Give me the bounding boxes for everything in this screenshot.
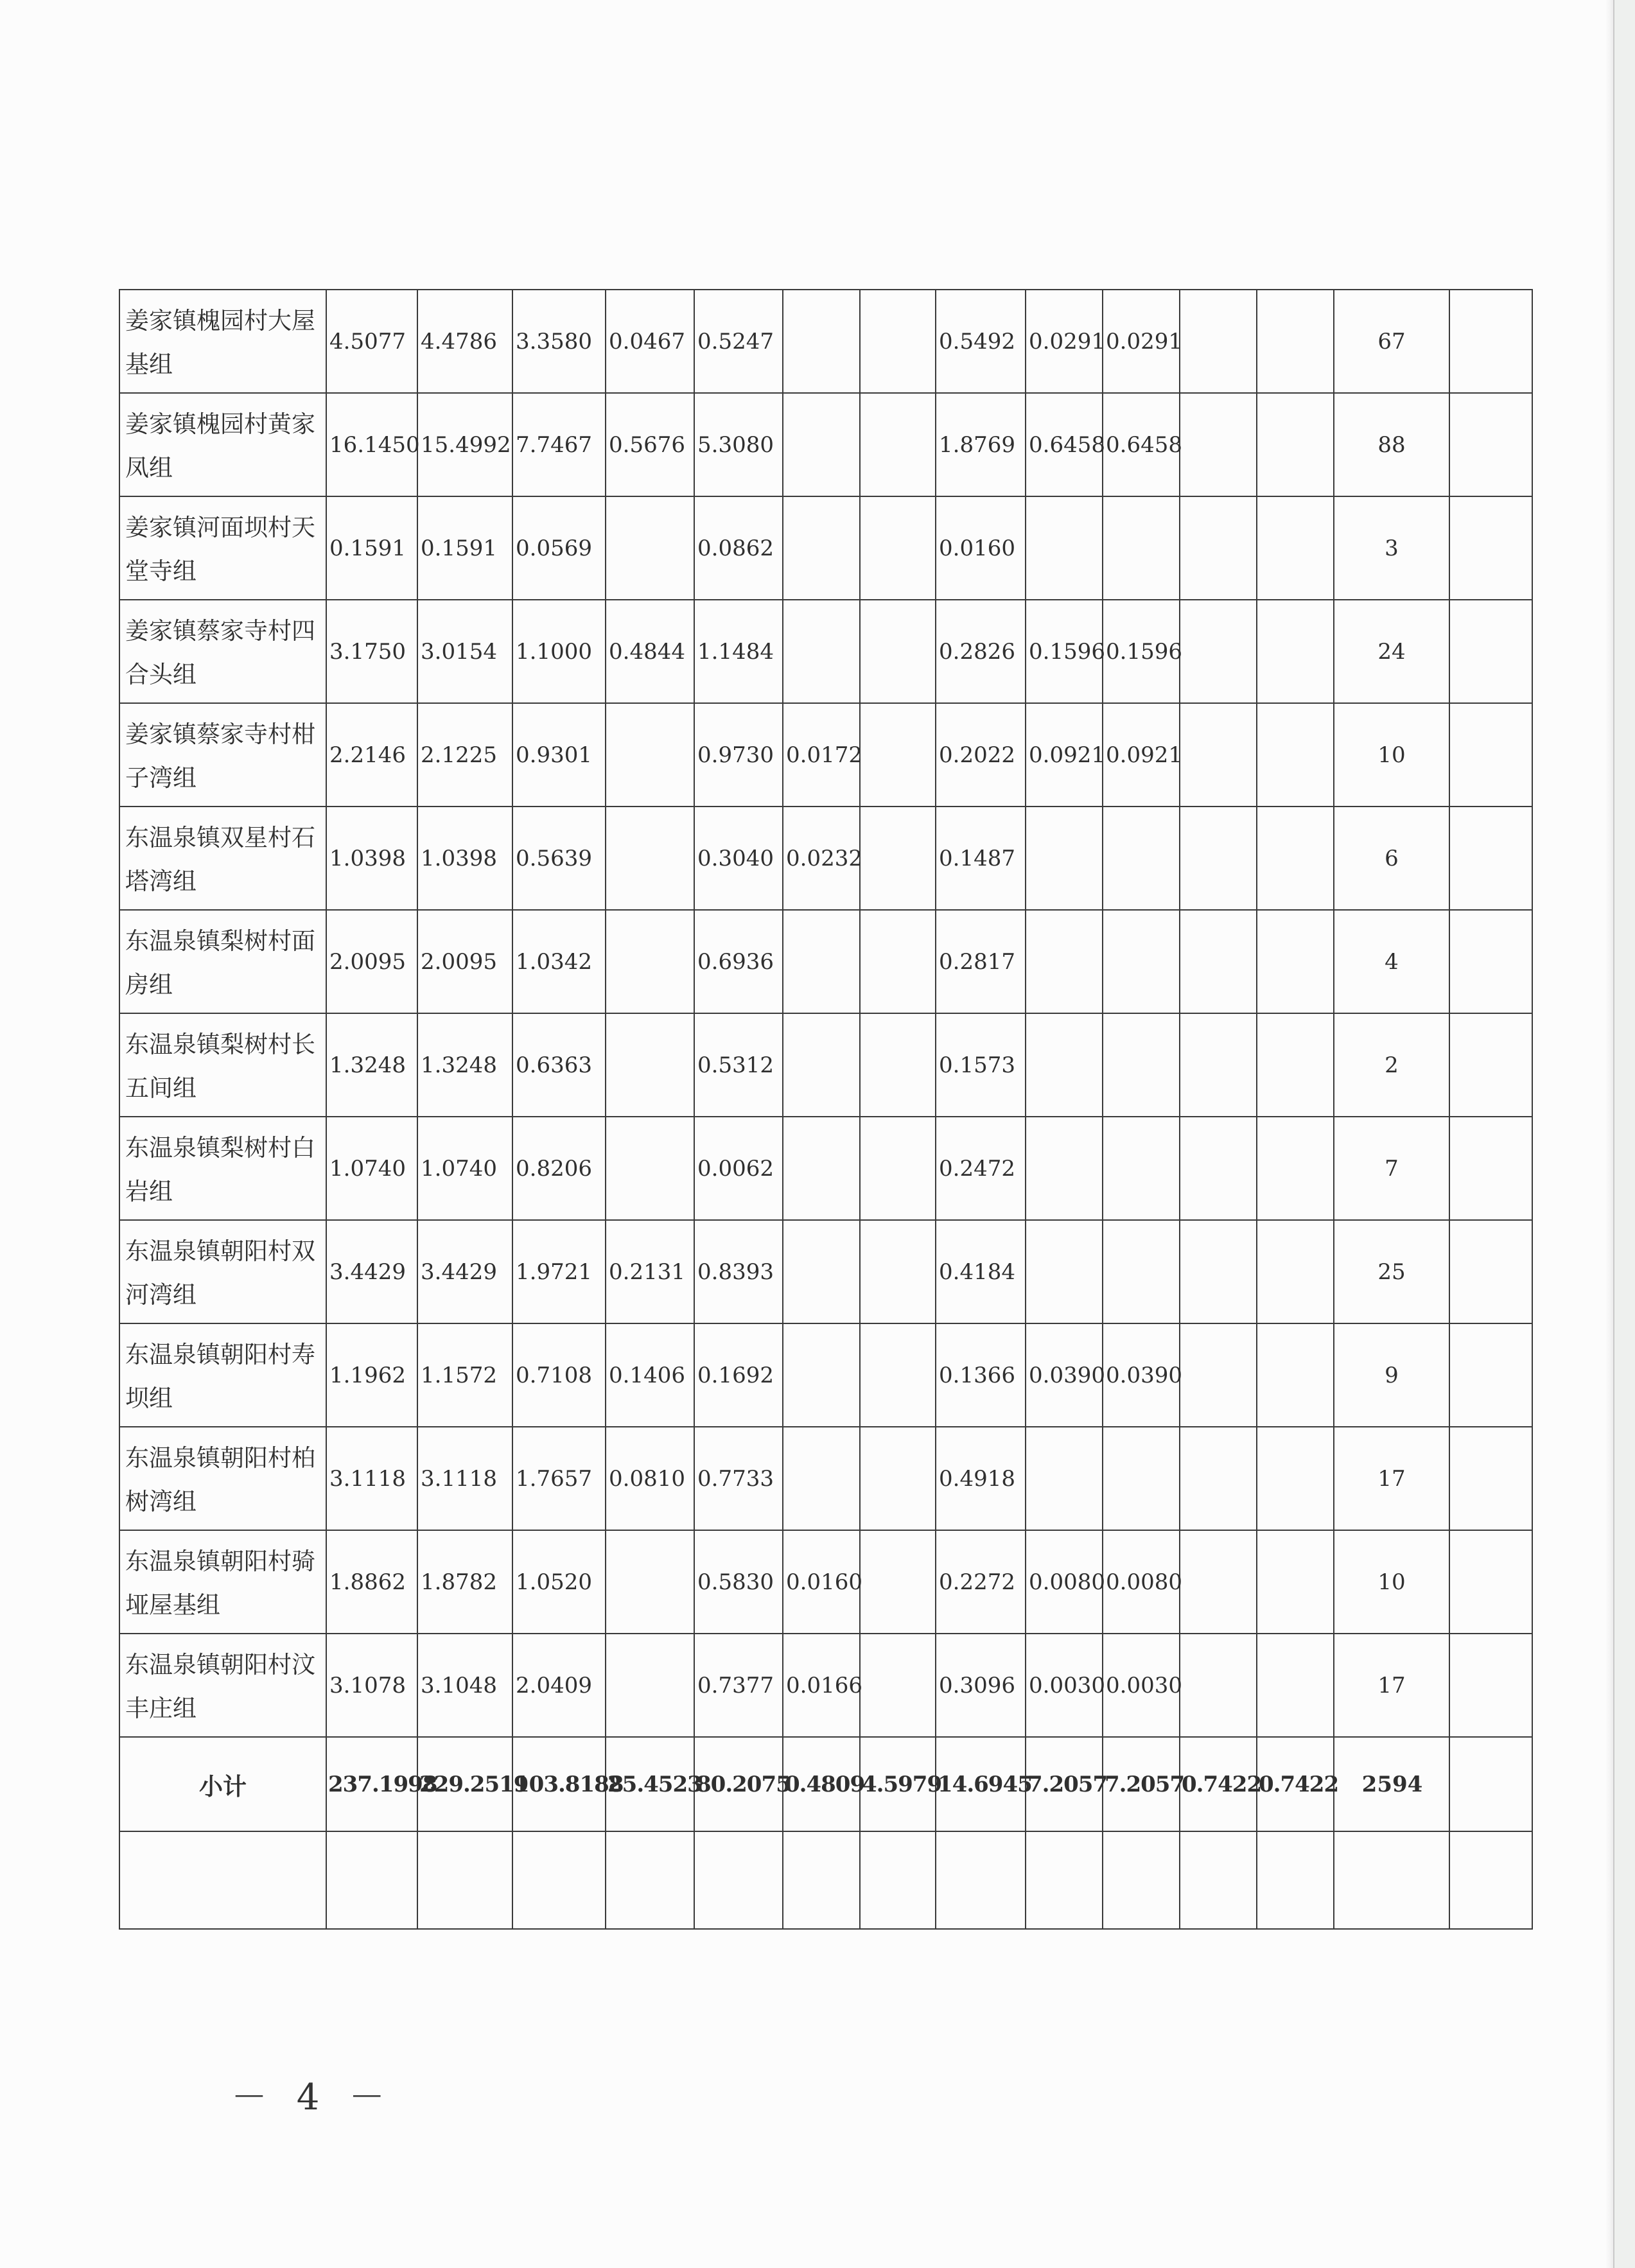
table-cell: 5.3080 (694, 393, 783, 496)
table-cell (860, 910, 936, 1013)
table-cell (1257, 1117, 1334, 1220)
table-cell: 1.1000 (512, 600, 606, 703)
table-cell (1449, 910, 1532, 1013)
subtotal-row (119, 1737, 1532, 1831)
table-cell: 0.6458 (1026, 393, 1103, 496)
row-name-cell: 东温泉镇朝阳村寿坝组 (119, 1323, 326, 1427)
table-cell: 2.1225 (417, 703, 512, 807)
table-cell (1026, 1117, 1103, 1220)
table-cell: 17 (1334, 1427, 1449, 1530)
row-name-cell: 东温泉镇双星村石塔湾组 (119, 807, 326, 910)
table-cell (1257, 496, 1334, 600)
table-cell: 25 (1334, 1220, 1449, 1323)
table-cell: 0.5492 (936, 290, 1026, 393)
table-cell: 0.0291 (1103, 290, 1180, 393)
table-cell: 0.0080 (1103, 1530, 1180, 1634)
table-cell: 0.8206 (512, 1117, 606, 1220)
table-cell (783, 1323, 860, 1427)
empty-cell (1257, 1831, 1334, 1929)
table-cell: 1.1962 (326, 1323, 417, 1427)
row-name-cell: 东温泉镇朝阳村骑垭屋基组 (119, 1530, 326, 1634)
table-cell (1180, 1427, 1257, 1530)
subtotal-cell: 4.5979 (860, 1737, 936, 1831)
subtotal-cell: 7.2057 (1026, 1737, 1103, 1831)
row-name-cell: 姜家镇蔡家寺村柑子湾组 (119, 703, 326, 807)
subtotal-label: 小计 (119, 1737, 326, 1831)
subtotal-cell: 229.2519 (417, 1737, 512, 1831)
table-cell: 0.5247 (694, 290, 783, 393)
table-cell (1180, 910, 1257, 1013)
table-cell (1257, 703, 1334, 807)
table-cell: 3.1048 (417, 1634, 512, 1737)
table-cell: 0.9730 (694, 703, 783, 807)
row-name-cell: 东温泉镇朝阳村双河湾组 (119, 1220, 326, 1323)
table-cell: 0.0160 (783, 1530, 860, 1634)
table-cell (1449, 1427, 1532, 1530)
table-cell (783, 1427, 860, 1530)
table-cell: 15.4992 (417, 393, 512, 496)
empty-cell (860, 1831, 936, 1929)
table-cell (1180, 703, 1257, 807)
table-cell: 2.0409 (512, 1634, 606, 1737)
table-cell (1449, 496, 1532, 600)
table-cell (1449, 1634, 1532, 1737)
table-cell: 0.6363 (512, 1013, 606, 1117)
table-cell: 0.5830 (694, 1530, 783, 1634)
table-cell (1257, 1323, 1334, 1427)
table-row (119, 703, 1532, 807)
table-cell: 0.0062 (694, 1117, 783, 1220)
table-cell: 0.4918 (936, 1427, 1026, 1530)
table-cell (1026, 1013, 1103, 1117)
empty-cell (1334, 1831, 1449, 1929)
row-name-cell: 东温泉镇梨树村白岩组 (119, 1117, 326, 1220)
table-cell: 0.0080 (1026, 1530, 1103, 1634)
table-cell: 0.1366 (936, 1323, 1026, 1427)
table-cell: 0.4184 (936, 1220, 1026, 1323)
table-cell (1180, 1117, 1257, 1220)
table-cell: 3 (1334, 496, 1449, 600)
table-row (119, 1634, 1532, 1737)
table-cell (1103, 1427, 1180, 1530)
table-cell: 2.2146 (326, 703, 417, 807)
table-row (119, 600, 1532, 703)
table-cell (1103, 807, 1180, 910)
table-cell: 7.7467 (512, 393, 606, 496)
table-cell: 2.0095 (417, 910, 512, 1013)
table-cell (1103, 496, 1180, 600)
table-cell (1103, 1013, 1180, 1117)
table-cell: 0.9301 (512, 703, 606, 807)
table-cell (1257, 1013, 1334, 1117)
table-cell: 1.0520 (512, 1530, 606, 1634)
table-cell: 3.1118 (326, 1427, 417, 1530)
subtotal-cell: 2594 (1334, 1737, 1449, 1831)
table-cell: 3.3580 (512, 290, 606, 393)
subtotal-cell (1449, 1737, 1532, 1831)
table-cell: 1.0342 (512, 910, 606, 1013)
subtotal-cell: 7.2057 (1103, 1737, 1180, 1831)
empty-cell (936, 1831, 1026, 1929)
table-cell (1103, 1117, 1180, 1220)
subtotal-cell: 103.8188 (512, 1737, 606, 1831)
table-cell (1257, 600, 1334, 703)
table-cell (783, 496, 860, 600)
table-cell: 1.8862 (326, 1530, 417, 1634)
empty-cell (1180, 1831, 1257, 1929)
table-cell: 0.7377 (694, 1634, 783, 1737)
table-cell (783, 290, 860, 393)
table-row (119, 1530, 1532, 1634)
table-cell: 0.2826 (936, 600, 1026, 703)
empty-row (119, 1831, 1532, 1929)
table-cell: 0.1573 (936, 1013, 1026, 1117)
page-number: － 4 － (231, 2077, 394, 2118)
table-cell (606, 496, 694, 600)
table-cell: 0.3096 (936, 1634, 1026, 1737)
table-cell (1449, 1220, 1532, 1323)
table-row (119, 393, 1532, 496)
table-cell: 0.2131 (606, 1220, 694, 1323)
row-name-cell: 姜家镇蔡家寺村四合头组 (119, 600, 326, 703)
table-cell (1257, 1634, 1334, 1737)
table-cell: 0.5312 (694, 1013, 783, 1117)
table-cell: 0.1487 (936, 807, 1026, 910)
table-cell (1180, 393, 1257, 496)
table-cell: 0.2472 (936, 1117, 1026, 1220)
table-cell (1257, 1530, 1334, 1634)
subtotal-cell: 237.1998 (326, 1737, 417, 1831)
table-cell: 0.0569 (512, 496, 606, 600)
table-cell (606, 1634, 694, 1737)
table-cell (1257, 807, 1334, 910)
table-cell: 1.0740 (417, 1117, 512, 1220)
table-cell (1180, 1220, 1257, 1323)
table-cell: 0.1692 (694, 1323, 783, 1427)
table-cell (860, 1013, 936, 1117)
table-cell (1026, 1427, 1103, 1530)
table-cell (1449, 1013, 1532, 1117)
table-cell: 1.9721 (512, 1220, 606, 1323)
table-cell: 88 (1334, 393, 1449, 496)
table-cell (1180, 1323, 1257, 1427)
table-cell (606, 910, 694, 1013)
row-name-cell: 东温泉镇梨树村长五间组 (119, 1013, 326, 1117)
table-cell: 0.6458 (1103, 393, 1180, 496)
table-cell: 3.1750 (326, 600, 417, 703)
empty-cell (1449, 1831, 1532, 1929)
table-cell: 1.1484 (694, 600, 783, 703)
table-cell (860, 1530, 936, 1634)
table-cell (860, 807, 936, 910)
table-cell (860, 1220, 936, 1323)
table-cell (1180, 1013, 1257, 1117)
table-cell: 7 (1334, 1117, 1449, 1220)
table-body (119, 290, 1532, 1929)
table-cell: 1.7657 (512, 1427, 606, 1530)
table-cell (860, 1323, 936, 1427)
table-cell: 4.5077 (326, 290, 417, 393)
table-cell: 1.8782 (417, 1530, 512, 1634)
table-cell (1449, 393, 1532, 496)
subtotal-cell: 25.4523 (606, 1737, 694, 1831)
empty-cell (694, 1831, 783, 1929)
table-cell: 0.0232 (783, 807, 860, 910)
table-cell: 16.1450 (326, 393, 417, 496)
table-row (119, 1323, 1532, 1427)
table-cell: 0.0390 (1026, 1323, 1103, 1427)
table-row (119, 1117, 1532, 1220)
table-cell: 0.0810 (606, 1427, 694, 1530)
row-name-cell: 姜家镇槐园村大屋基组 (119, 290, 326, 393)
table-cell (860, 290, 936, 393)
table-cell: 3.4429 (417, 1220, 512, 1323)
table-cell (860, 1117, 936, 1220)
subtotal-cell: 0.7422 (1180, 1737, 1257, 1831)
table-cell (1449, 1530, 1532, 1634)
table-cell: 3.0154 (417, 600, 512, 703)
table-cell: 1.0740 (326, 1117, 417, 1220)
table-cell (606, 807, 694, 910)
page-edge-shadow (1605, 0, 1613, 2268)
page-edge (1613, 0, 1635, 2268)
table-row (119, 1220, 1532, 1323)
table-cell: 2.0095 (326, 910, 417, 1013)
table-cell: 0.4844 (606, 600, 694, 703)
table-cell: 0.1596 (1026, 600, 1103, 703)
table-cell (606, 703, 694, 807)
table-cell: 0.0160 (936, 496, 1026, 600)
table-row (119, 807, 1532, 910)
table-cell: 1.0398 (417, 807, 512, 910)
subtotal-cell: 14.6945 (936, 1737, 1026, 1831)
subtotal-cell: 0.4809 (783, 1737, 860, 1831)
table-cell: 3.1118 (417, 1427, 512, 1530)
empty-cell (119, 1831, 326, 1929)
table-cell: 0.7108 (512, 1323, 606, 1427)
table-cell (1449, 807, 1532, 910)
table-cell (1180, 600, 1257, 703)
table-cell: 3.4429 (326, 1220, 417, 1323)
table-cell: 6 (1334, 807, 1449, 910)
table-cell: 10 (1334, 1530, 1449, 1634)
table-cell: 67 (1334, 290, 1449, 393)
table-cell (1026, 910, 1103, 1013)
table-cell (606, 1530, 694, 1634)
table-cell: 0.0862 (694, 496, 783, 600)
table-cell: 9 (1334, 1323, 1449, 1427)
table-cell (1026, 496, 1103, 600)
table-cell (783, 910, 860, 1013)
empty-cell (326, 1831, 417, 1929)
table-cell (783, 393, 860, 496)
table-cell: 2 (1334, 1013, 1449, 1117)
table-cell (1257, 910, 1334, 1013)
table-cell: 10 (1334, 703, 1449, 807)
data-table (119, 289, 1533, 1930)
row-name-cell: 姜家镇槐园村黄家凤组 (119, 393, 326, 496)
table-cell: 0.1406 (606, 1323, 694, 1427)
table-cell (860, 496, 936, 600)
table-row (119, 496, 1532, 600)
table-cell: 3.1078 (326, 1634, 417, 1737)
table-cell (860, 600, 936, 703)
table-cell: 17 (1334, 1634, 1449, 1737)
table-cell: 0.0166 (783, 1634, 860, 1737)
table-cell: 0.6936 (694, 910, 783, 1013)
empty-cell (783, 1831, 860, 1929)
table-cell (1180, 807, 1257, 910)
table-cell: 1.0398 (326, 807, 417, 910)
table-cell (1026, 807, 1103, 910)
table-cell: 0.7733 (694, 1427, 783, 1530)
table-cell (1180, 1634, 1257, 1737)
table-cell: 0.0467 (606, 290, 694, 393)
empty-cell (1103, 1831, 1180, 1929)
table-cell: 1.3248 (417, 1013, 512, 1117)
table-cell (1257, 1220, 1334, 1323)
table-cell (1103, 1220, 1180, 1323)
table-cell: 4 (1334, 910, 1449, 1013)
table-cell (1180, 496, 1257, 600)
table-cell (1449, 290, 1532, 393)
table-cell: 1.8769 (936, 393, 1026, 496)
table-cell (860, 393, 936, 496)
table-cell (1026, 1220, 1103, 1323)
empty-cell (417, 1831, 512, 1929)
table-cell (1180, 290, 1257, 393)
table-cell (606, 1117, 694, 1220)
table-cell (1449, 600, 1532, 703)
table-cell: 0.8393 (694, 1220, 783, 1323)
table-row (119, 290, 1532, 393)
table-cell (1103, 910, 1180, 1013)
table-cell (1449, 1323, 1532, 1427)
table-cell (1180, 1530, 1257, 1634)
table-cell: 0.1591 (417, 496, 512, 600)
table-cell (606, 1013, 694, 1117)
table-cell: 0.0921 (1026, 703, 1103, 807)
empty-cell (512, 1831, 606, 1929)
row-name-cell: 东温泉镇朝阳村汶丰庄组 (119, 1634, 326, 1737)
table-cell (783, 600, 860, 703)
table-cell (783, 1013, 860, 1117)
row-name-cell: 东温泉镇梨树村面房组 (119, 910, 326, 1013)
table-cell (860, 703, 936, 807)
table-row (119, 1427, 1532, 1530)
row-name-cell: 东温泉镇朝阳村柏树湾组 (119, 1427, 326, 1530)
table-cell: 0.2022 (936, 703, 1026, 807)
table-cell: 0.2817 (936, 910, 1026, 1013)
table-cell: 0.0390 (1103, 1323, 1180, 1427)
table-cell (1449, 1117, 1532, 1220)
subtotal-cell: 0.7422 (1257, 1737, 1334, 1831)
table-cell: 0.0172 (783, 703, 860, 807)
row-name-cell: 姜家镇河面坝村天堂寺组 (119, 496, 326, 600)
table-cell: 0.0030 (1103, 1634, 1180, 1737)
table-row (119, 1013, 1532, 1117)
empty-cell (606, 1831, 694, 1929)
table-cell: 1.1572 (417, 1323, 512, 1427)
table-cell (1257, 290, 1334, 393)
table-cell: 0.1596 (1103, 600, 1180, 703)
table-cell: 1.3248 (326, 1013, 417, 1117)
table-cell (1257, 393, 1334, 496)
table-cell: 0.1591 (326, 496, 417, 600)
table-cell: 0.2272 (936, 1530, 1026, 1634)
table-cell: 0.5676 (606, 393, 694, 496)
table-cell (783, 1220, 860, 1323)
table-cell: 0.0291 (1026, 290, 1103, 393)
table-cell: 0.5639 (512, 807, 606, 910)
table-cell (783, 1117, 860, 1220)
table-cell (1257, 1427, 1334, 1530)
subtotal-cell: 80.2075 (694, 1737, 783, 1831)
table-cell: 0.0030 (1026, 1634, 1103, 1737)
table-cell (860, 1427, 936, 1530)
table-cell: 0.0921 (1103, 703, 1180, 807)
table-cell: 24 (1334, 600, 1449, 703)
table-row (119, 910, 1532, 1013)
table-cell: 4.4786 (417, 290, 512, 393)
table-cell: 0.3040 (694, 807, 783, 910)
empty-cell (1026, 1831, 1103, 1929)
table-cell (1449, 703, 1532, 807)
table-cell (860, 1634, 936, 1737)
